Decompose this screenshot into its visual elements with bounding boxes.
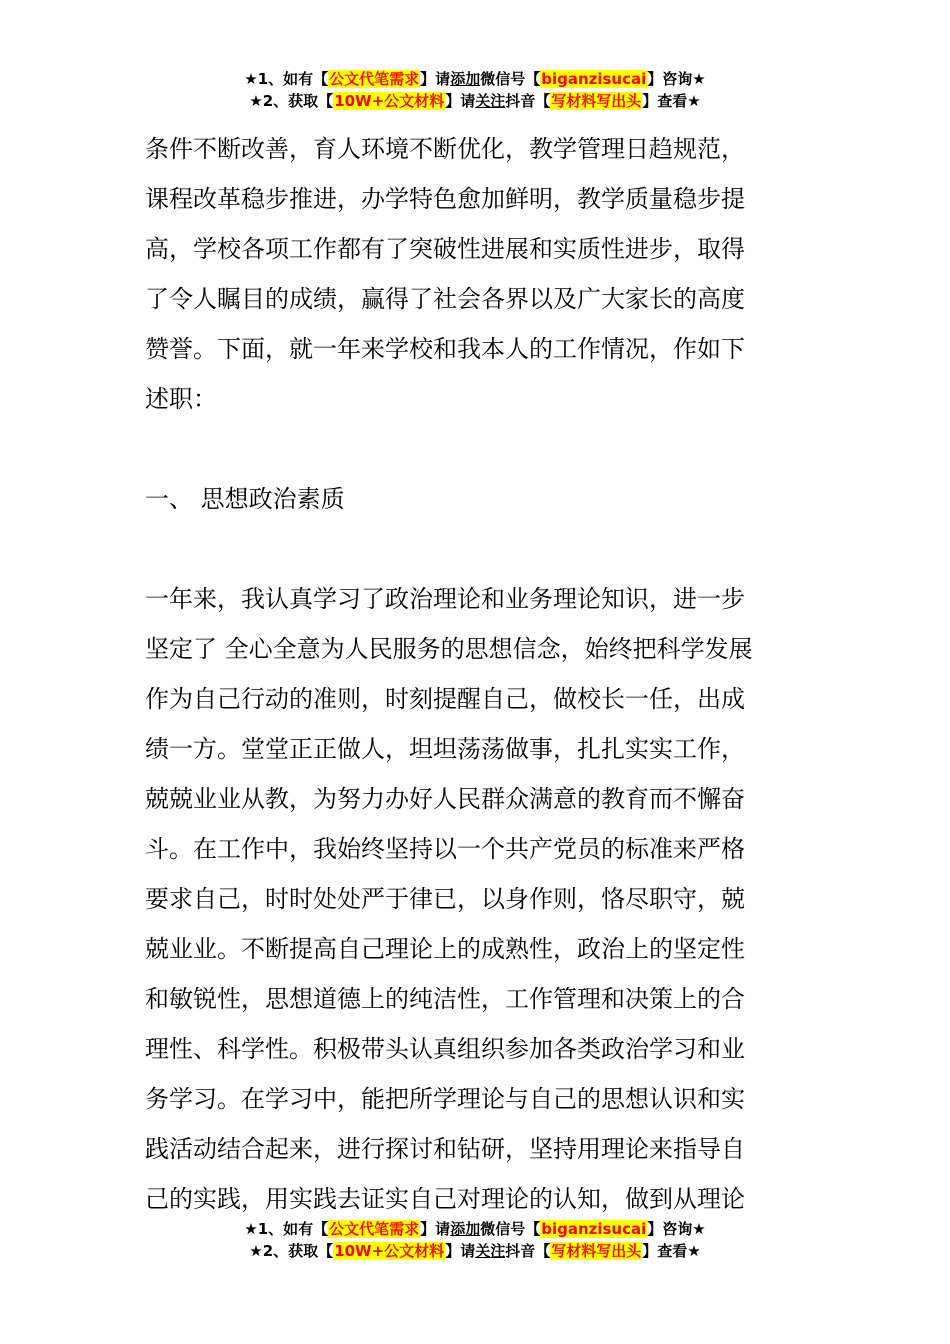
text-line: 兢业业。不断提高自己理论上的成熟性，政治上的坚定性	[145, 935, 745, 963]
banner-text: 】咨询★	[647, 1220, 706, 1238]
footer-banner-line-1	[0, 1218, 950, 1240]
text-line: 了令人瞩目的成绩，赢得了社会各界以及广大家长的高度	[145, 285, 745, 313]
text-line: 述职：	[145, 385, 217, 413]
banner-text: 】请	[445, 92, 476, 110]
banner-text: ★1、如有【	[244, 1220, 329, 1238]
header-banner-line-1	[0, 68, 950, 90]
banner-text: 】请	[420, 1220, 451, 1238]
paragraph-political-quality	[145, 574, 810, 1224]
banner-underlined-text: 添加	[450, 70, 481, 88]
text-line: 坚定了 全心全意为人民服务的思想信念，始终把科学发展	[145, 635, 753, 663]
banner-highlight: 写材料写出头	[551, 92, 642, 110]
text-line: 一年来，我认真学习了政治理论和业务理论知识，进一步	[145, 585, 745, 613]
banner-text: 】请	[445, 1242, 476, 1260]
document-body	[145, 124, 810, 1224]
footer-banner	[0, 1218, 950, 1262]
banner-highlight: biganzisucai	[541, 70, 647, 88]
text-line: 和敏锐性，思想道德上的纯洁性，工作管理和决策上的合	[145, 985, 745, 1013]
text-line: 条件不断改善，育人环境不断优化，教学管理日趋规范，	[145, 135, 745, 163]
header-banner	[0, 68, 950, 112]
text-line: 践活动结合起来，进行探讨和钻研，坚持用理论来指导自	[145, 1135, 745, 1163]
banner-text: ★1、如有【	[244, 70, 329, 88]
paragraph-intro	[145, 124, 810, 424]
header-banner-line-2	[0, 90, 950, 112]
banner-highlight: 公文代笔需求	[329, 1220, 420, 1238]
text-line: 兢兢业业从教，为努力办好人民群众满意的教育而不懈奋	[145, 785, 745, 813]
footer-banner-line-2	[0, 1240, 950, 1262]
banner-text: 】查看★	[642, 92, 701, 110]
text-line: 课程改革稳步推进，办学特色愈加鲜明，教学质量稳步提	[145, 185, 745, 213]
section-heading: 一、 思想政治素质	[145, 485, 345, 513]
banner-highlight: biganzisucai	[541, 1220, 647, 1238]
banner-text: ★2、获取【	[249, 92, 334, 110]
banner-underlined-text: 关注	[475, 92, 506, 110]
blank-line	[145, 424, 810, 474]
text-line: 高，学校各项工作都有了突破性进展和实质性进步，取得	[145, 235, 745, 263]
banner-highlight: 写材料写出头	[551, 1242, 642, 1260]
text-line: 斗。在工作中，我始终坚持以一个共产党员的标准来严格	[145, 835, 745, 863]
banner-text: 微信号【	[480, 70, 541, 88]
banner-underlined-text: 关注	[475, 1242, 506, 1260]
banner-text: ★2、获取【	[249, 1242, 334, 1260]
text-line: 要求自己，时时处处严于律已，以身作则，恪尽职守，兢	[145, 885, 745, 913]
banner-text: 】查看★	[642, 1242, 701, 1260]
text-line: 绩一方。堂堂正正做人，坦坦荡荡做事，扎扎实实工作，	[145, 735, 745, 763]
text-line: 理性、科学性。积极带头认真组织参加各类政治学习和业	[145, 1035, 745, 1063]
text-line: 己的实践，用实践去证实自己对理论的认知，做到从理论	[145, 1185, 745, 1213]
blank-line	[145, 524, 810, 574]
text-line: 作为自己行动的准则，时刻提醒自己，做校长一任，出成	[145, 685, 745, 713]
banner-text: 抖音【	[505, 1242, 551, 1260]
banner-highlight: 公文代笔需求	[329, 70, 420, 88]
banner-text: 】咨询★	[647, 70, 706, 88]
banner-text: 】请	[420, 70, 451, 88]
text-line: 务学习。在学习中，能把所学理论与自己的思想认识和实	[145, 1085, 745, 1113]
banner-text: 微信号【	[480, 1220, 541, 1238]
banner-text: 抖音【	[505, 92, 551, 110]
banner-underlined-text: 添加	[450, 1220, 481, 1238]
banner-highlight: 10W+公文材料	[334, 1242, 445, 1260]
text-line: 赞誉。下面，就一年来学校和我本人的工作情况，作如下	[145, 335, 745, 363]
banner-highlight: 10W+公文材料	[334, 92, 445, 110]
